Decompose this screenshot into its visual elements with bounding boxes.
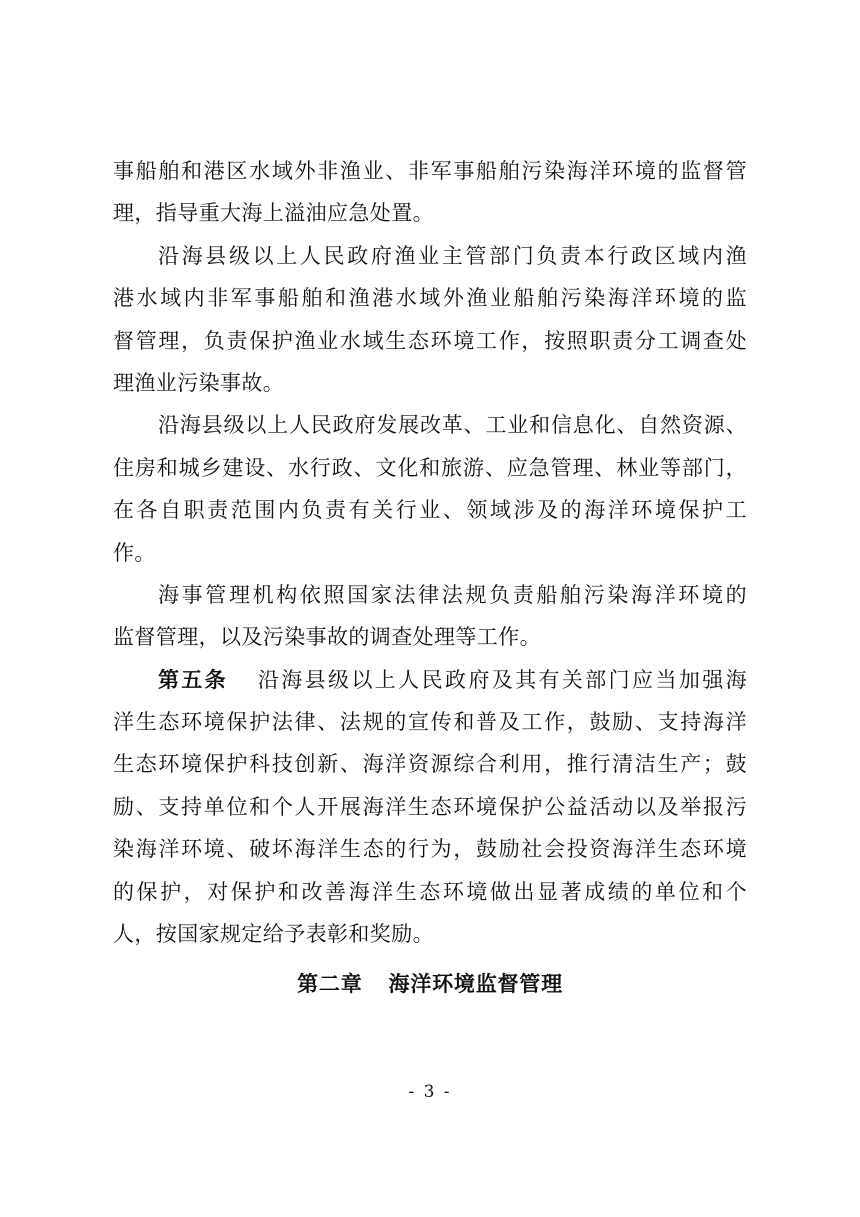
chapter-label: 第二章 <box>297 972 363 996</box>
text-line: 在各自职责范围内负责有关行业、领域涉及的海洋环境保护工 <box>113 498 747 523</box>
text-line: 沿海县级以上人民政府发展改革、工业和信息化、自然资源、 <box>158 413 747 438</box>
chapter-title: 海洋环境监督管理 <box>388 972 563 996</box>
text-line: 海事管理机构依照国家法律法规负责船舶污染海洋环境的 <box>158 582 747 607</box>
text-line: 住房和城乡建设、水行政、文化和旅游、应急管理、林业等部门， <box>113 455 747 480</box>
chapter-heading <box>0 968 860 1000</box>
text-line: 作。 <box>113 540 156 565</box>
text-line: 理渔业污染事故。 <box>113 370 285 395</box>
article-five-first-line <box>113 659 747 701</box>
text-line: 洋生态环境保护法律、法规的宣传和普及工作，鼓励、支持海洋 <box>113 710 747 735</box>
text-line: 沿海县级以上人民政府及其有关部门应当加强海 <box>255 667 747 692</box>
text-line: 人，按国家规定给予表彰和奖励。 <box>113 922 434 947</box>
text-line: 督管理，负责保护渔业水域生态环境工作，按照职责分工调查处 <box>113 328 747 353</box>
page-number: - 3 - <box>408 1082 452 1102</box>
text-line: 染海洋环境、破坏海洋生态的行为，鼓励社会投资海洋生态环境 <box>113 837 747 862</box>
text-line: 事船舶和港区水域外非渔业、非军事船舶污染海洋环境的监督管 <box>113 159 747 183</box>
text-line: 港水域内非军事船舶和渔港水域外渔业船舶污染海洋环境的监 <box>113 286 747 311</box>
text-line: 沿海县级以上人民政府渔业主管部门负责本行政区域内渔 <box>158 243 747 268</box>
text-line: 监督管理，以及污染事故的调查处理等工作。 <box>113 625 541 650</box>
text-line: 的保护，对保护和改善海洋生态环境做出显著成绩的单位和个 <box>113 879 747 904</box>
text-line: 生态环境保护科技创新、海洋资源综合利用，推行清洁生产；鼓 <box>113 752 747 777</box>
body-text <box>113 150 747 955</box>
text-line: 理，指导重大海上溢油应急处置。 <box>113 201 434 226</box>
article-label: 第五条 <box>158 667 228 692</box>
text-line: 励、支持单位和个人开展海洋生态环境保护公益活动以及举报污 <box>113 794 747 819</box>
